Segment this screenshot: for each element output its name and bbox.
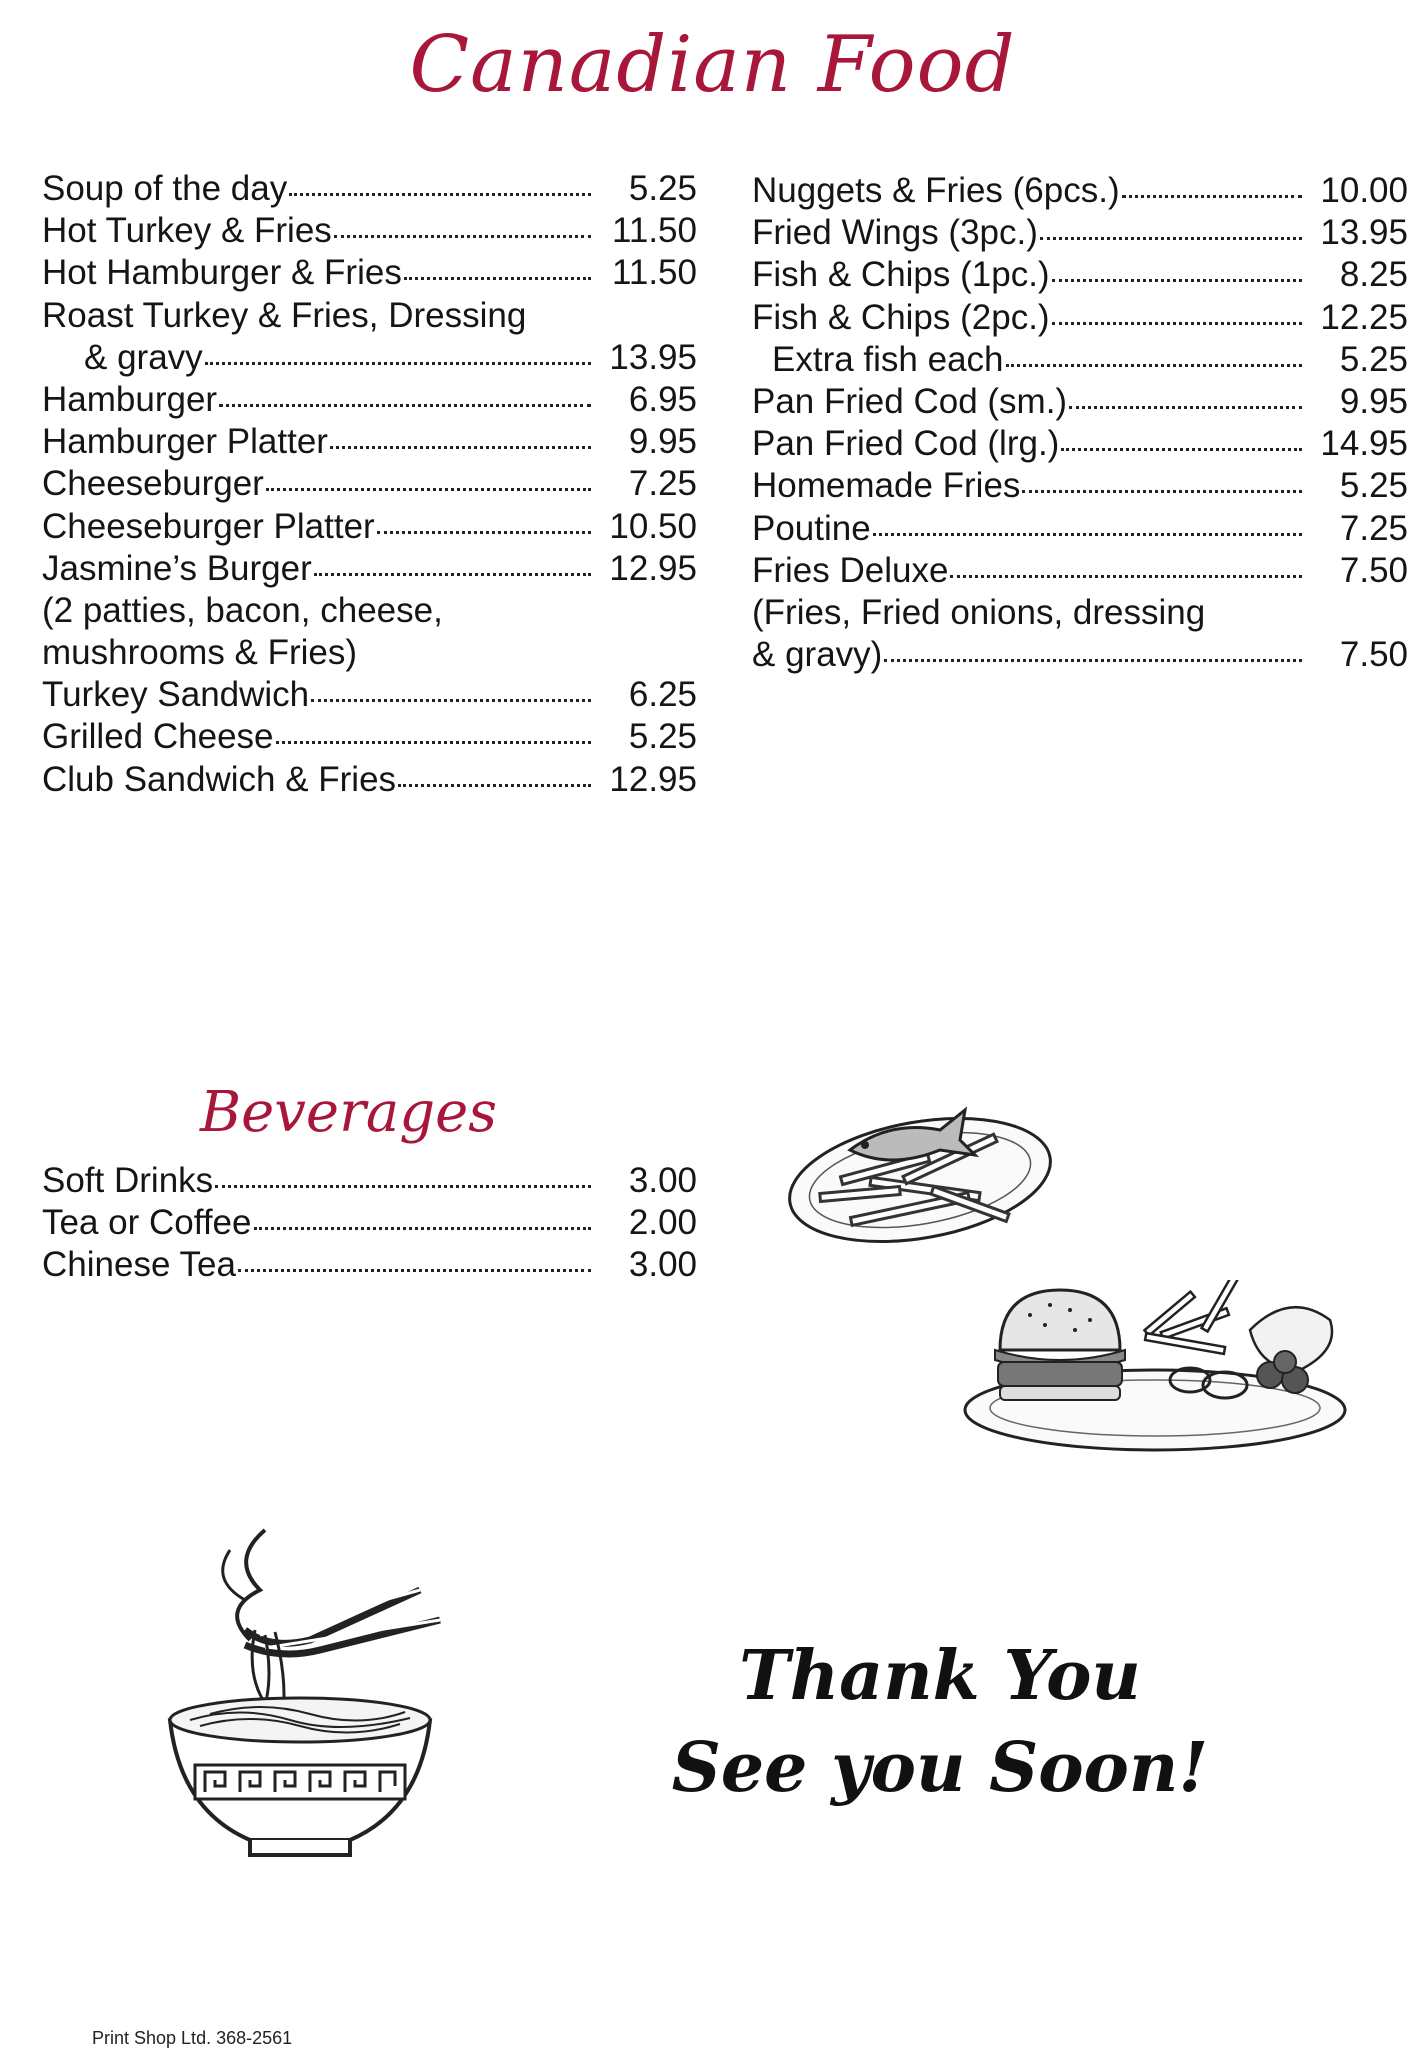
page-title: Canadian Food bbox=[409, 20, 1016, 110]
item-price: 13.95 bbox=[1320, 213, 1408, 253]
menu-item bbox=[42, 1244, 697, 1286]
menu-item bbox=[42, 759, 697, 801]
menu-item bbox=[752, 634, 1408, 676]
menu-item bbox=[42, 421, 697, 463]
item-price: 6.95 bbox=[628, 379, 697, 419]
item-name: Nuggets & Fries (6pcs.) bbox=[752, 171, 1120, 210]
item-name: (Fries, Fried onions, dressing bbox=[752, 592, 1206, 632]
item-name: Fish & Chips (2pc.) bbox=[752, 297, 1050, 337]
item-name: Tea or Coffee bbox=[42, 1203, 252, 1243]
printer-credit: Print Shop Ltd. 368-2561 bbox=[92, 2028, 293, 2048]
item-name: Hot Turkey & Fries bbox=[42, 211, 332, 251]
item-price: 12.95 bbox=[609, 759, 697, 799]
item-name: Grilled Cheese bbox=[42, 717, 274, 757]
menu-item bbox=[42, 1160, 697, 1202]
item-name: Chinese Tea bbox=[42, 1245, 236, 1285]
item-price: 7.25 bbox=[628, 464, 697, 504]
item-name: mushrooms & Fries) bbox=[42, 633, 358, 673]
menu-item bbox=[42, 379, 697, 421]
menu-item bbox=[752, 170, 1408, 212]
menu-item bbox=[752, 550, 1408, 592]
thank-you-message bbox=[640, 1630, 1240, 1814]
menu-item bbox=[42, 1202, 697, 1244]
item-price: 2.00 bbox=[628, 1203, 697, 1243]
menu-item bbox=[752, 297, 1408, 339]
menu-column-left bbox=[42, 168, 697, 801]
menu-column-right bbox=[752, 170, 1408, 676]
item-price: 3.00 bbox=[628, 1245, 697, 1285]
item-price: 12.25 bbox=[1320, 297, 1408, 337]
item-name: Pan Fried Cod (lrg.) bbox=[752, 424, 1060, 464]
item-price: 9.95 bbox=[628, 422, 697, 462]
menu-item bbox=[42, 674, 697, 716]
item-name: Fish & Chips (1pc.) bbox=[752, 255, 1050, 295]
item-name: Soup of the day bbox=[42, 169, 288, 208]
item-price: 10.00 bbox=[1320, 171, 1408, 210]
item-price: 5.25 bbox=[1339, 466, 1408, 506]
item-price: 12.95 bbox=[609, 548, 697, 588]
item-price: 8.25 bbox=[1339, 255, 1408, 295]
beverages-list bbox=[42, 1160, 697, 1287]
item-name: Turkey Sandwich bbox=[42, 675, 310, 715]
item-name: & gravy bbox=[84, 337, 203, 377]
item-name: Pan Fried Cod (sm.) bbox=[752, 381, 1068, 421]
item-price: 9.95 bbox=[1339, 381, 1408, 421]
item-name: Extra fish each bbox=[772, 339, 1004, 379]
item-price: 10.50 bbox=[609, 506, 697, 546]
menu-item bbox=[752, 212, 1408, 254]
item-name: Cheeseburger bbox=[42, 464, 264, 504]
menu-item bbox=[42, 168, 697, 210]
item-name: Homemade Fries bbox=[752, 466, 1021, 506]
item-price: 5.25 bbox=[628, 169, 697, 208]
beverages-title: Beverages bbox=[200, 1080, 497, 1145]
menu-item-note bbox=[42, 590, 697, 632]
menu-item bbox=[42, 548, 697, 590]
item-name: Fried Wings (3pc.) bbox=[752, 213, 1038, 253]
menu-item-note bbox=[752, 592, 1408, 634]
menu-item bbox=[42, 337, 697, 379]
item-name: Hamburger bbox=[42, 379, 218, 419]
item-name: Cheeseburger Platter bbox=[42, 506, 375, 546]
item-name: Poutine bbox=[752, 508, 871, 548]
menu-item-note bbox=[42, 632, 697, 674]
item-name: Hamburger Platter bbox=[42, 422, 328, 462]
item-price: 14.95 bbox=[1320, 424, 1408, 464]
item-price: 11.50 bbox=[612, 253, 697, 293]
fish-and-chips-plate-icon bbox=[780, 1070, 1060, 1260]
menu-item bbox=[752, 381, 1408, 423]
item-price: 3.00 bbox=[628, 1161, 697, 1200]
menu-item bbox=[752, 254, 1408, 296]
item-name: Jasmine’s Burger bbox=[42, 548, 312, 588]
menu-item bbox=[42, 506, 697, 548]
menu-item bbox=[752, 339, 1408, 381]
item-price: 7.25 bbox=[1339, 508, 1408, 548]
item-name: Club Sandwich & Fries bbox=[42, 759, 397, 799]
item-price: 5.25 bbox=[1339, 339, 1408, 379]
burger-plate-icon bbox=[960, 1280, 1350, 1470]
menu-item bbox=[752, 465, 1408, 507]
item-price: 7.50 bbox=[1339, 635, 1408, 675]
menu-item bbox=[752, 423, 1408, 465]
thank-you-line: Thank You bbox=[739, 1636, 1141, 1716]
item-name: Fries Deluxe bbox=[752, 550, 949, 590]
noodle-bowl-icon bbox=[150, 1520, 460, 1870]
menu-item bbox=[42, 252, 697, 294]
item-price: 6.25 bbox=[628, 675, 697, 715]
item-name: & gravy) bbox=[752, 635, 883, 675]
menu-item bbox=[42, 210, 697, 252]
item-price: 5.25 bbox=[628, 717, 697, 757]
item-name: Hot Hamburger & Fries bbox=[42, 253, 402, 293]
menu-item bbox=[42, 716, 697, 758]
item-price: 7.50 bbox=[1339, 550, 1408, 590]
item-price: 13.95 bbox=[609, 337, 697, 377]
item-name: (2 patties, bacon, cheese, bbox=[42, 590, 443, 630]
item-name: Roast Turkey & Fries, Dressing bbox=[42, 295, 527, 335]
item-name: Soft Drinks bbox=[42, 1161, 214, 1200]
item-price: 11.50 bbox=[612, 211, 697, 251]
menu-item bbox=[752, 508, 1408, 550]
menu-item bbox=[42, 463, 697, 505]
see-you-soon-line: See you Soon! bbox=[671, 1728, 1209, 1808]
menu-item bbox=[42, 295, 697, 337]
